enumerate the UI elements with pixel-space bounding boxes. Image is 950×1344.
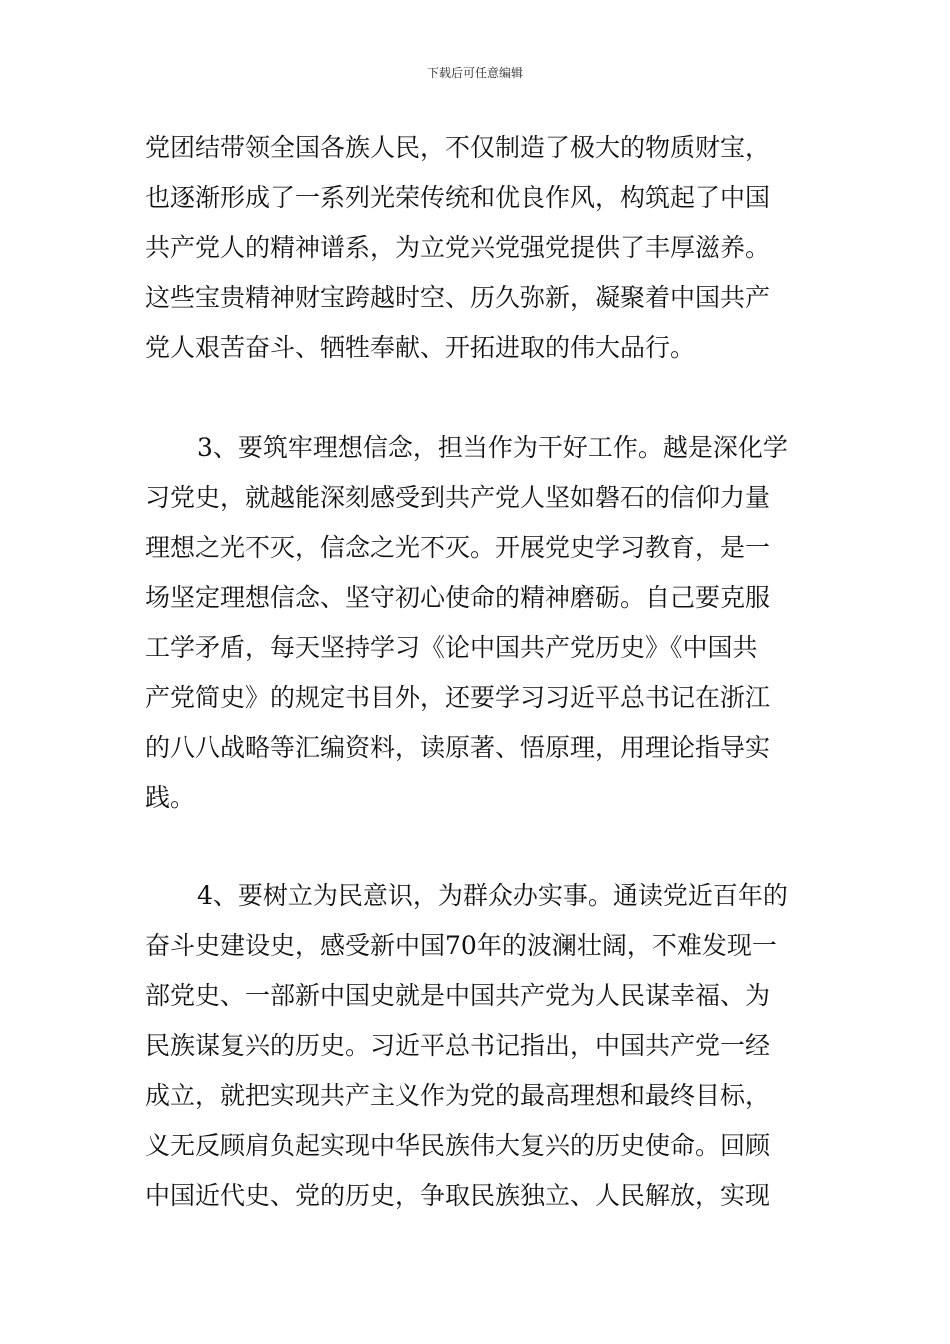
text-line: 这些宝贵精神财宝跨越时空、历久弥新，凝聚着中国共产 <box>145 283 771 312</box>
text-line: 中国近代史、党的历史，争取民族独立、人民解放，实现 <box>145 1181 771 1210</box>
page-header: 下载后可任意编辑 <box>426 66 523 80</box>
paragraph-4-first-line: 4、要树立为民意识，为群众办实事。通读党近百年的 <box>197 881 788 910</box>
text-line: 部党史、一部新中国史就是中国共产党为人民谋幸福、为 <box>145 981 771 1010</box>
text-line: 场坚定理想信念、坚守初心使命的精神磨砺。自己要克服 <box>145 583 771 612</box>
text-line: 践。 <box>145 783 196 812</box>
text-line: 理想之光不灭，信念之光不灭。开展党史学习教育，是一 <box>145 533 771 562</box>
text-line: 奋斗史建设史，感受新中国70年的波澜壮阔，不难发现一 <box>145 931 777 960</box>
text-line: 共产党人的精神谱系，为立党兴党强党提供了丰厚滋养。 <box>145 233 771 262</box>
text-line: 产党简史》的规定书目外，还要学习习近平总书记在浙江 <box>145 683 771 712</box>
paragraph-3-first-line: 3、要筑牢理想信念，担当作为干好工作。越是深化学 <box>197 433 788 462</box>
text-line: 工学矛盾，每天坚持学习《论中国共产党历史》《中国共 <box>145 633 758 662</box>
text-line: 也逐渐形成了一系列光荣传统和优良作风，构筑起了中国 <box>145 183 771 212</box>
text-line: 习党史，就越能深刻感受到共产党人坚如磐石的信仰力量 <box>145 483 771 512</box>
text-line: 党人艰苦奋斗、牺牲奉献、开拓进取的伟大品行。 <box>145 333 696 362</box>
text-line: 义无反顾肩负起实现中华民族伟大复兴的历史使命。回顾 <box>145 1131 771 1160</box>
text-line: 成立，就把实现共产主义作为党的最高理想和最终目标， <box>145 1081 771 1110</box>
text-line: 党团结带领全国各族人民，不仅制造了极大的物质财宝， <box>145 133 771 162</box>
text-line: 民族谋复兴的历史。习近平总书记指出，中国共产党一经 <box>145 1031 771 1060</box>
text-line: 的八八战略等汇编资料，读原著、悟原理，用理论指导实 <box>145 733 771 762</box>
